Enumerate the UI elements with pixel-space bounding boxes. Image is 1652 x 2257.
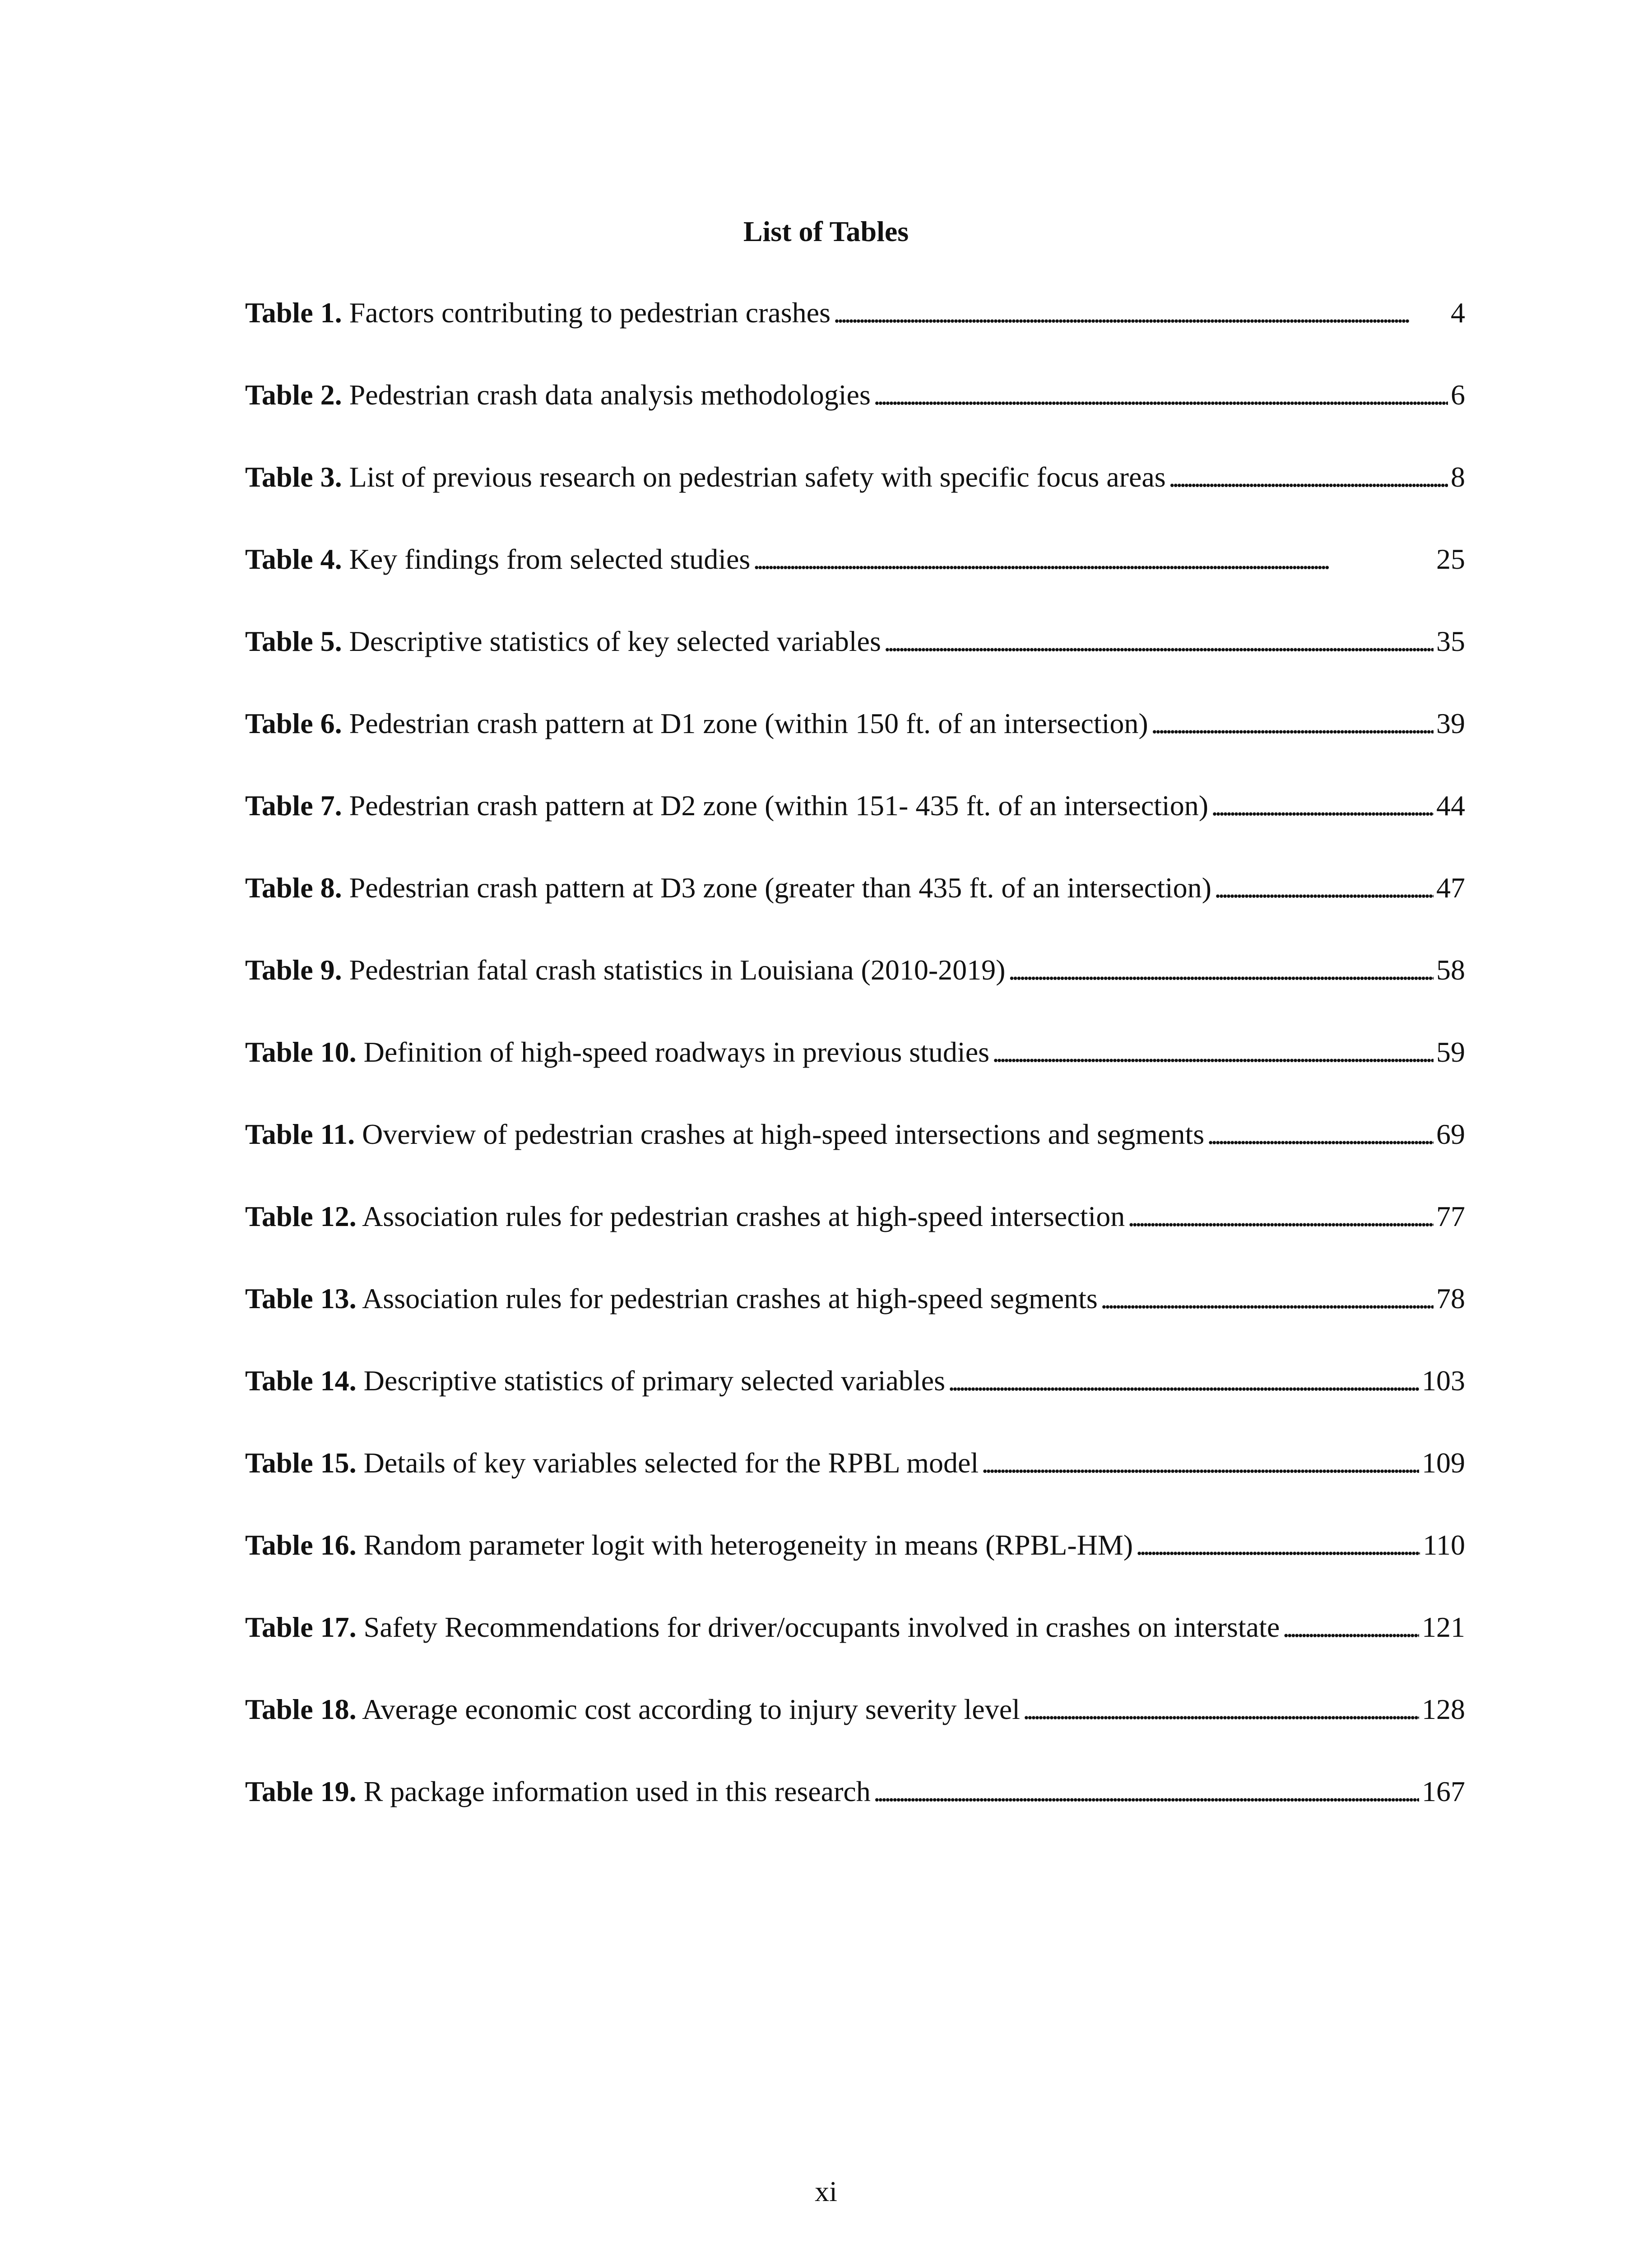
toc-entry [245,950,1465,1032]
toc-entry [245,1361,1465,1443]
toc-entry-title [245,785,1208,826]
toc-entry-title [245,1443,979,1483]
toc-entry-title [245,1689,1020,1730]
toc-entry-label: Table 19. [245,1775,357,1807]
toc-entry-text: R package information used in this research [363,1775,871,1807]
toc-entry [245,457,1465,539]
toc-entry-label: Table 7. [245,789,342,822]
toc-entry [245,1114,1465,1196]
toc-entry [245,539,1465,621]
toc-entry-page: 35 [1436,625,1465,657]
toc-entry-title [245,1114,1204,1155]
toc-entry-label: Table 13. [245,1282,357,1314]
toc-entry [245,293,1465,375]
toc-entry [245,868,1465,950]
toc-entry [245,1032,1465,1114]
toc-entry-page: 69 [1436,1118,1465,1150]
toc-entry-label: Table 16. [245,1529,357,1561]
toc-entry-title [245,1607,1280,1648]
toc-entry-label: Table 3. [245,461,342,493]
toc-entry-page: 47 [1436,872,1465,904]
toc-entry [245,1443,1465,1525]
toc-entry [245,1525,1465,1607]
page-title: List of Tables [743,215,909,247]
dot-leader [753,539,1434,580]
dot-leader [1211,785,1434,826]
toc-entry-label: Table 5. [245,625,342,657]
dot-leader [1100,1278,1434,1319]
toc-entry-page: 77 [1436,1200,1465,1232]
toc-entry-page: 25 [1436,543,1465,575]
dot-leader [1207,1114,1434,1155]
dot-leader [1136,1525,1420,1565]
dot-leader [1008,950,1434,990]
toc-entry-title [245,950,1005,990]
toc-entry-page: 103 [1422,1365,1465,1397]
dot-leader [884,621,1434,662]
toc-entry-label: Table 17. [245,1611,357,1643]
toc-entry [245,703,1465,785]
toc-entry-text: Details of key variables selected for the RPBL model [363,1447,979,1479]
toc-entry-text: Key findings from selected studies [349,543,751,575]
toc-entry-title [245,868,1211,908]
toc-entry [245,1771,1465,1853]
toc-entry-text: Pedestrian crash pattern at D3 zone (greater than 435 ft. of an intersection) [349,872,1211,904]
dot-leader [1169,457,1448,497]
toc-entry-text: Association rules for pedestrian crashes at high-speed segments [362,1282,1098,1314]
list-of-tables [245,293,1465,1853]
toc-entry-text: Definition of high-speed roadways in previous studies [363,1036,989,1068]
dot-leader [981,1443,1419,1483]
dot-leader [833,293,1448,333]
dot-leader [1214,868,1434,908]
toc-entry-text: Random parameter logit with heterogeneity in means (RPBL-HM) [363,1529,1133,1561]
dot-leader [873,375,1448,415]
toc-entry-label: Table 14. [245,1365,357,1397]
dot-leader [1151,703,1434,744]
toc-entry-page: 110 [1423,1529,1465,1561]
toc-entry-label: Table 2. [245,379,342,411]
toc-entry-page: 6 [1451,379,1465,411]
toc-entry-title [245,375,871,415]
toc-entry-text: Pedestrian fatal crash statistics in Louisiana (2010-2019) [349,954,1006,986]
toc-entry-page: 109 [1422,1447,1465,1479]
toc-entry-text: Association rules for pedestrian crashes at high-speed intersection [362,1200,1125,1232]
toc-entry [245,785,1465,868]
toc-entry-label: Table 1. [245,297,342,329]
dot-leader [948,1361,1419,1401]
toc-entry [245,1607,1465,1689]
toc-entry-page: 39 [1436,707,1465,739]
toc-entry-text: Descriptive statistics of primary selected variables [363,1365,946,1397]
toc-entry-title [245,703,1148,744]
dot-leader [1282,1607,1419,1648]
toc-entry-title [245,1196,1125,1237]
toc-entry-page: 8 [1451,461,1465,493]
toc-entry-label: Table 11. [245,1118,355,1150]
toc-entry-label: Table 15. [245,1447,357,1479]
dot-leader [1128,1196,1434,1237]
toc-entry-title [245,1771,871,1812]
toc-entry-text: Pedestrian crash pattern at D2 zone (within 151- 435 ft. of an intersection) [349,789,1208,822]
toc-entry-title [245,457,1166,497]
toc-entry [245,375,1465,457]
dot-leader [992,1032,1434,1073]
toc-entry-page: 44 [1436,789,1465,822]
toc-entry-title [245,1525,1133,1565]
toc-entry-text: Descriptive statistics of key selected variables [349,625,881,657]
toc-entry [245,1278,1465,1361]
toc-entry-title [245,1278,1098,1319]
toc-entry-text: Pedestrian crash data analysis methodologies [349,379,871,411]
toc-entry-page: 167 [1422,1775,1465,1807]
toc-entry-page: 128 [1422,1693,1465,1725]
toc-entry-text: Average economic cost according to injury severity level [362,1693,1020,1725]
toc-entry-title [245,293,831,333]
toc-entry [245,621,1465,703]
toc-entry [245,1689,1465,1771]
toc-entry-text: Pedestrian crash pattern at D1 zone (within 150 ft. of an intersection) [349,707,1148,739]
toc-entry-label: Table 9. [245,954,342,986]
toc-entry-page: 59 [1436,1036,1465,1068]
toc-entry-title [245,1361,945,1401]
toc-entry-title [245,621,881,662]
toc-entry-text: Factors contributing to pedestrian crashes [349,297,831,329]
toc-entry-page: 121 [1422,1611,1465,1643]
page-number: xi [815,2175,837,2207]
toc-entry-title [245,1032,989,1073]
dot-leader [873,1771,1419,1812]
toc-entry-page: 78 [1436,1282,1465,1314]
toc-entry-label: Table 18. [245,1693,357,1725]
toc-entry-label: Table 12. [245,1200,357,1232]
toc-entry [245,1196,1465,1278]
toc-entry-label: Table 4. [245,543,342,575]
toc-entry-label: Table 10. [245,1036,357,1068]
toc-entry-page: 58 [1436,954,1465,986]
toc-entry-text: List of previous research on pedestrian safety with specific focus areas [349,461,1166,493]
dot-leader [1023,1689,1419,1730]
toc-entry-title [245,539,750,580]
toc-entry-text: Safety Recommendations for driver/occupants involved in crashes on interstate [363,1611,1280,1643]
toc-entry-text: Overview of pedestrian crashes at high-speed intersections and segments [362,1118,1205,1150]
toc-entry-label: Table 8. [245,872,342,904]
toc-entry-label: Table 6. [245,707,342,739]
toc-entry-page: 4 [1451,297,1465,329]
